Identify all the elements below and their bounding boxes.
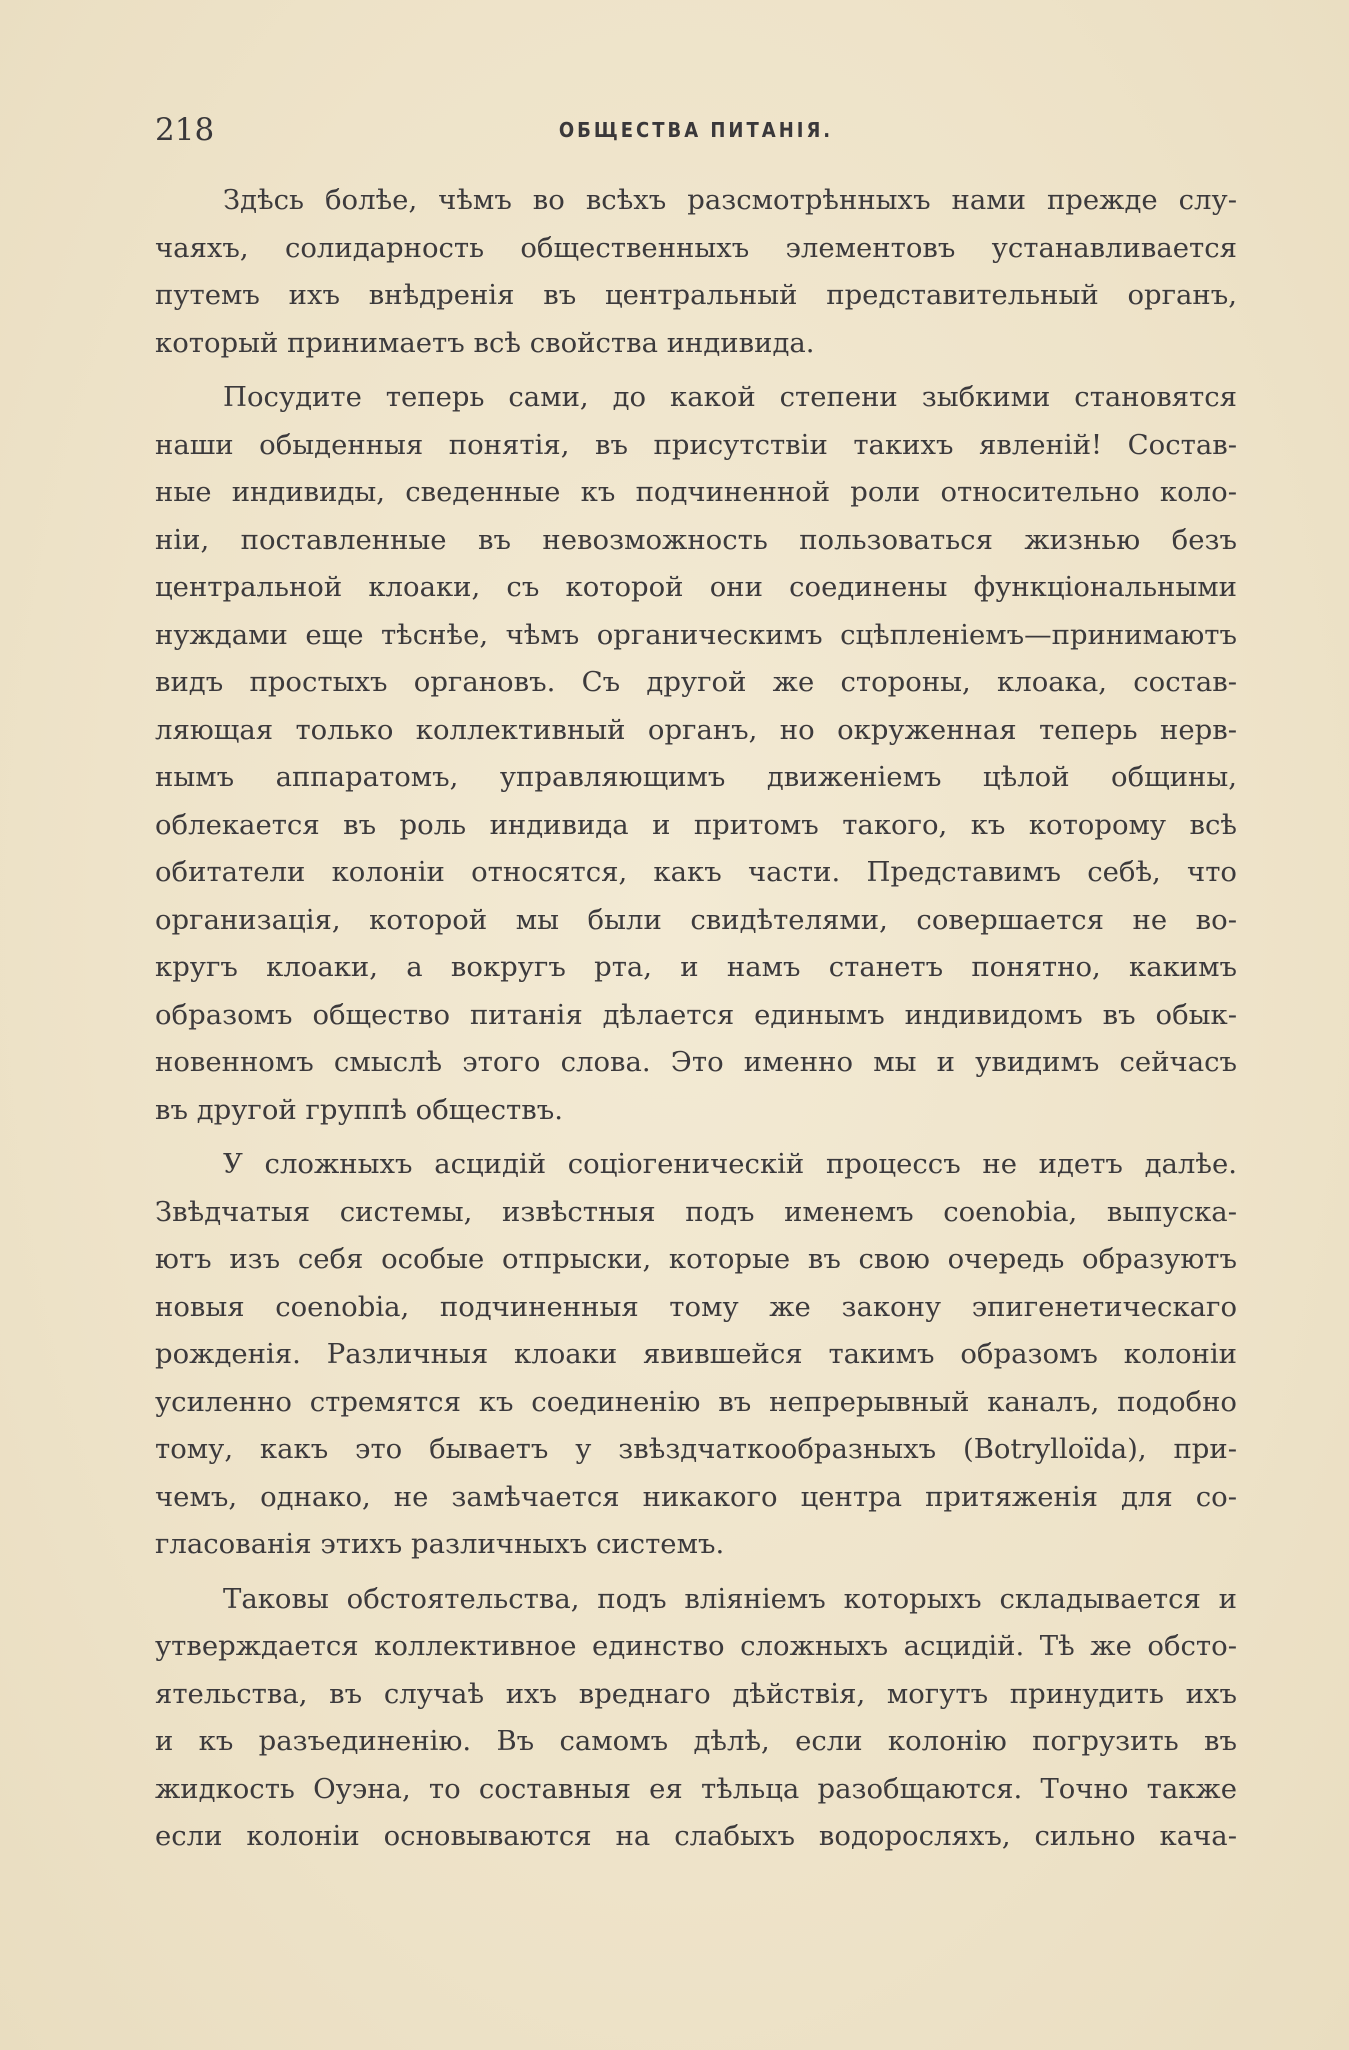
- page-number: 218: [155, 112, 215, 148]
- text-line: рожденія. Различныя клоаки явившейся такимъ образомъ колоніи: [155, 1338, 1237, 1370]
- text-line: кругъ клоаки, а вокругъ рта, и намъ станетъ понятно, какимъ: [155, 951, 1237, 983]
- text-line: новыя coenobia, подчиненныя тому же закону эпигенетическаго: [155, 1290, 1237, 1323]
- text-line: ятельства, въ случаѣ ихъ вреднаго дѣйствія, могутъ принудить ихъ: [155, 1677, 1237, 1710]
- text-line: чаяхъ, солидарность общественныхъ элементовъ устанавливается: [155, 231, 1237, 264]
- paragraph: [155, 374, 1237, 1134]
- text-line: ляющая только коллективный органъ, но окруженная теперь нерв-: [155, 713, 1237, 746]
- text-line: Посудите теперь сами, до какой степени зыбкими становятся: [223, 381, 1237, 413]
- text-line: Здѣсь болѣе, чѣмъ во всѣхъ разсмотрѣнныхъ нами прежде слу-: [223, 184, 1237, 216]
- text-line: наши обыденныя понятія, въ присутствіи такихъ явленій! Состав-: [155, 428, 1237, 461]
- text-line: гласованія этихъ различныхъ системъ.: [155, 1528, 725, 1560]
- text-line: жидкость Оуэна, то составныя ея тѣльца разобщаются. Точно также: [155, 1772, 1237, 1805]
- text-line: въ другой группѣ обществъ.: [155, 1093, 563, 1126]
- text-line: который принимаетъ всѣ свойства индивида.: [155, 326, 815, 359]
- paragraph: [155, 1576, 1237, 1861]
- text-line: обитатели колоніи относятся, какъ части. Представимъ себѣ, что: [155, 856, 1237, 888]
- text-line: У сложныхъ асцидій соціогеническій процессъ не идетъ далѣе.: [223, 1148, 1237, 1180]
- text-line: ютъ изъ себя особые отпрыски, которые въ свою очередь образуютъ: [155, 1243, 1237, 1275]
- text-line: ніи, поставленные въ невозможность пользоваться жизнью безъ: [155, 523, 1237, 556]
- text-line: чемъ, однако, не замѣчается никакого центра притяженія для со-: [155, 1480, 1237, 1513]
- page-header: [155, 112, 1237, 152]
- text-line: видъ простыхъ органовъ. Съ другой же стороны, клоака, состав-: [155, 666, 1237, 698]
- text-line: и къ разъединенію. Въ самомъ дѣлѣ, если колонію погрузить въ: [155, 1725, 1237, 1757]
- text-line: облекается въ роль индивида и притомъ такого, къ которому всѣ: [155, 808, 1237, 841]
- paragraph: [155, 1141, 1237, 1569]
- body-text: [155, 177, 1237, 1861]
- text-line: утверждается коллективное единство сложныхъ асцидій. Тѣ же обсто-: [155, 1630, 1237, 1662]
- text-line: нымъ аппаратомъ, управляющимъ движеніемъ цѣлой общины,: [155, 761, 1237, 793]
- text-line: если колоніи основываются на слабыхъ водоросляхъ, сильно кача-: [155, 1820, 1237, 1852]
- text-line: центральной клоаки, съ которой они соединены функціональными: [155, 571, 1237, 603]
- text-line: тому, какъ это бываетъ у звѣздчаткообразныхъ (Botrylloïda), при-: [155, 1433, 1237, 1465]
- text-line: Звѣдчатыя системы, извѣстныя подъ именемъ coenobia, выпуска-: [155, 1195, 1237, 1228]
- running-title: ОБЩЕСТВА ПИТАНІЯ.: [558, 118, 834, 142]
- text-line: образомъ общество питанія дѣлается единымъ индивидомъ въ обык-: [155, 998, 1237, 1031]
- text-line: Таковы обстоятельства, подъ вліяніемъ которыхъ складывается и: [223, 1582, 1237, 1615]
- text-line: усиленно стремятся къ соединенію въ непрерывный каналъ, подобно: [155, 1385, 1237, 1418]
- text-line: нуждами еще тѣснѣе, чѣмъ органическимъ сцѣпленіемъ—принимаютъ: [155, 618, 1237, 651]
- text-line: путемъ ихъ внѣдренія въ центральный представительный органъ,: [155, 279, 1237, 311]
- paragraph: [155, 177, 1237, 367]
- text-line: ные индивиды, сведенные къ подчиненной роли относительно коло-: [155, 476, 1237, 508]
- text-line: организація, которой мы были свидѣтелями, совершается не во-: [155, 903, 1237, 936]
- text-line: новенномъ смыслѣ этого слова. Это именно мы и увидимъ сейчасъ: [155, 1046, 1237, 1078]
